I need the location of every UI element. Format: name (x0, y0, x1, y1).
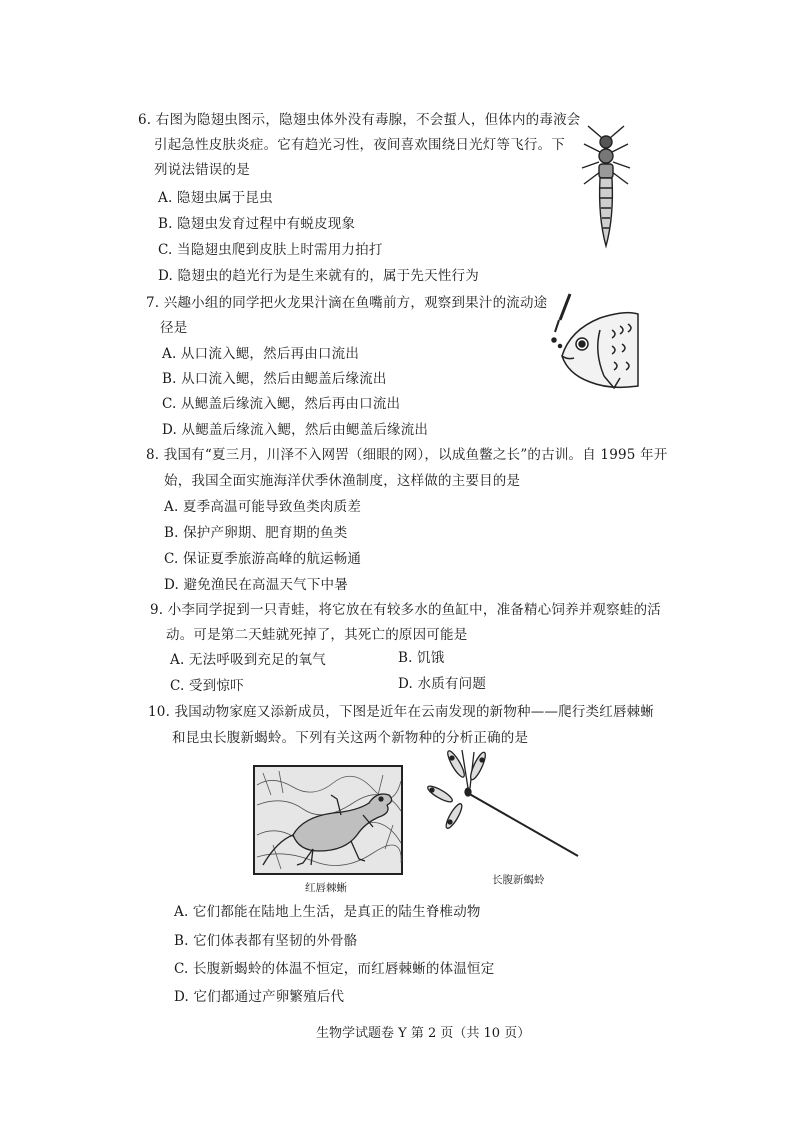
q7-option-b: B. 从口流入鳃，然后由鳃盖后缘流出 (162, 371, 387, 387)
scorpionfly-icon (410, 748, 590, 868)
fish-with-dropper-icon (540, 290, 640, 392)
q7-stem-line2: 径是 (160, 320, 188, 336)
scorpionfly-caption: 长腹新蝎蛉 (492, 874, 545, 886)
lizard-photo (253, 765, 403, 875)
q8-stem-line2: 始，我国全面实施海洋伏季休渔制度，这样做的主要目的是 (164, 473, 521, 489)
q9-option-b: B. 饥饿 (398, 650, 445, 666)
q7-option-c: C. 从鳃盖后缘流入鳃，然后再由口流出 (162, 396, 401, 412)
q10-option-c: C. 长腹新蝎蛉的体温不恒定，而红唇棘蜥的体温恒定 (174, 961, 495, 977)
q8-option-c: C. 保证夏季旅游高峰的航运畅通 (164, 551, 362, 567)
q8-option-d: D. 避免渔民在高温天气下中暑 (164, 577, 348, 593)
q10-stem-line2: 和昆虫长腹新蝎蛉。下列有关这两个新物种的分析正确的是 (172, 730, 529, 746)
page-footer: 生物学试题卷 Y 第 2 页（共 10 页） (316, 1026, 531, 1041)
q9-option-d: D. 水质有问题 (398, 676, 487, 692)
rove-beetle-icon (566, 122, 646, 250)
q6-option-c: C. 当隐翅虫爬到皮肤上时需用力拍打 (158, 242, 383, 258)
q10-stem-line1: 10. 我国动物家庭又添新成员，下图是近年在云南发现的新物种——爬行类红唇棘蜥 (148, 704, 655, 720)
q6-option-d: D. 隐翅虫的趋光行为是生来就有的，属于先天性行为 (158, 268, 479, 284)
q10-option-d: D. 它们都通过产卵繁殖后代 (174, 989, 345, 1005)
q10-option-b: B. 它们体表都有坚韧的外骨骼 (174, 933, 358, 949)
q9-stem-line2: 动。可是第二天蛙就死掉了，其死亡的原因可能是 (166, 627, 468, 643)
q8-stem-line1: 8. 我国有“夏三月，川泽不入网罟（细眼的网），以成鱼鳖之长”的古训。自 1995 年开 (146, 447, 668, 463)
q6-stem-line1: 6. 右图为隐翅虫图示，隐翅虫体外没有毒腺，不会蜇人，但体内的毒液会 (138, 112, 581, 128)
q7-option-a: A. 从口流入鳃，然后再由口流出 (162, 346, 360, 362)
q9-stem-line1: 9. 小李同学捉到一只青蛙，将它放在有较多水的鱼缸中，准备精心饲养并观察蛙的活 (150, 602, 661, 618)
q10-option-a: A. 它们都能在陆地上生活，是真正的陆生脊椎动物 (174, 904, 481, 920)
lizard-caption: 红唇棘蜥 (305, 882, 347, 894)
q7-option-d: D. 从鳃盖后缘流入鳃，然后由鳃盖后缘流出 (162, 422, 429, 438)
q8-option-a: A. 夏季高温可能导致鱼类肉质差 (164, 499, 362, 515)
q6-option-a: A. 隐翅虫属于昆虫 (158, 190, 273, 206)
q6-stem-line3: 列说法错误的是 (154, 162, 250, 178)
q6-stem-line2: 引起急性皮肤炎症。它有趋光习性，夜间喜欢围绕日光灯等飞行。下 (154, 137, 565, 153)
q7-stem-line1: 7. 兴趣小组的同学把火龙果汁滴在鱼嘴前方，观察到果汁的流动途 (146, 295, 548, 311)
q8-option-b: B. 保护产卵期、肥育期的鱼类 (164, 525, 348, 541)
q9-option-c: C. 受到惊吓 (170, 678, 244, 694)
q9-option-a: A. 无法呼吸到充足的氧气 (170, 652, 326, 668)
q6-option-b: B. 隐翅虫发育过程中有蜕皮现象 (158, 216, 356, 232)
